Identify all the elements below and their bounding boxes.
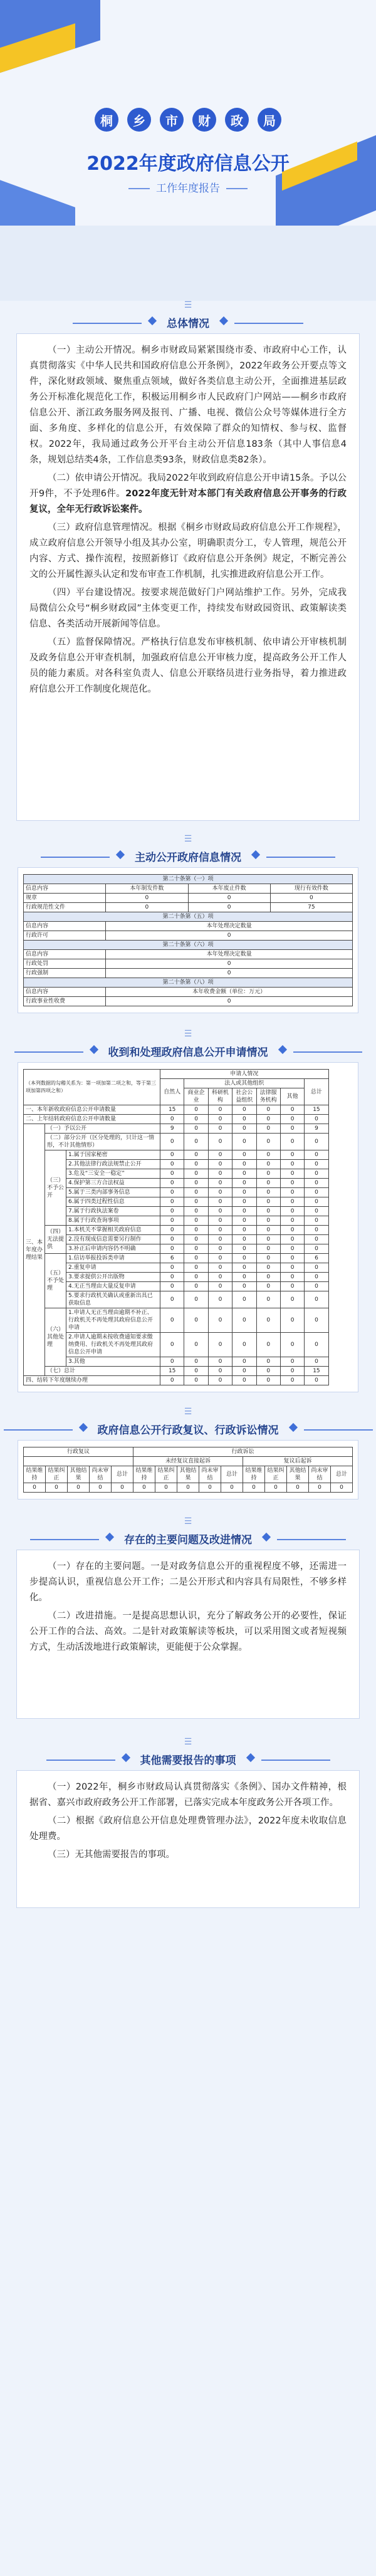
header-banner (0, 0, 376, 226)
table-row: （四）无法提供 1.本机关不掌握相关政府信息 0 0 0 0 0 0 0 (24, 1226, 353, 1235)
table-row: 7.属于行政执法案卷 0 0 0 0 0 0 0 (24, 1207, 353, 1216)
problems-card (16, 1550, 360, 1719)
review-table: 行政复议 行政诉讼 未经复议直接起诉 复议后起诉 结果维持 结果纠正 其他结果 尚未审结 总计 结果维持 结果纠正 其他结果 尚未审结 总计 结果维持 结果纠正 其他结果 尚未审结 总计 0 0 0 0 0 0 0 0 0 0 0 0 0 0 0 (23, 1447, 353, 1493)
requests-table: （本列数据的勾稽关系为：第一项加第二项之和，等于第三项加第四项之和） 申请人情况 自然人 法人或其他组织 总计 商业企业 科研机构 社会公益组织 法律服务机构 其他 一、本年新收政府信息公开申请数量 15 0 0 0 0 0 15 二、上年结转政府信息公开申请数量 0 0 0 0 0 0 0 三、本年度办理结果 （一）予以公开 9 0 0 0 0 0 9 （二）部分公开（区分处理的，只计这一情形，不计其他情形） 0 0 0 0 0 0 0 （三）不予公开 1.属于国家秘密 0 0 0 0 0 0 0 2.其他法律行政法规禁止公开 0 0 0 0 0 0 0 3.危及“三安全一稳定” 0 0 0 0 0 0 0 4.保护第三方合法权益 0 0 0 0 0 0 0 5.属于三类内部事务信息 0 0 0 0 0 0 0 6.属于四类过程性信息 0 0 0 0 0 0 0 7.属于行政执法案卷 0 0 0 0 0 0 0 8.属于行政查询事项 0 0 0 0 0 0 0 （四）无法提供 1.本机关不掌握相关政府信息 0 0 0 0 0 0 0 2.没有现成信息需要另行制作 0 0 0 0 0 0 0 3.补正后申请内容仍不明确 0 0 0 0 0 0 0 （五）不予处理 1.信访举报投诉类申请 6 0 0 0 0 0 6 2.重复申请 0 0 0 0 0 0 0 3.要求提供公开出版物 0 0 0 0 0 0 0 4.无正当理由大量反复申请 0 0 0 0 0 0 0 5.要求行政机关确认或重新出具已获取信息 0 0 0 0 0 0 0 （六）其他处理 1.申请人无正当理由逾期不补正、行政机关不再处理其政府信息公开申请 0 0 0 0 0 0 0 2.申请人逾期未按收费通知要求缴纳费用、行政机关不再处理其政府信息公开申请 0 0 0 0 0 0 0 3.其他 0 0 0 0 0 0 0 （七）总计 15 0 0 0 0 0 15 四、结转下年度继续办理 0 0 0 0 0 0 0 (23, 1069, 353, 1385)
bureau-char: 财 (192, 108, 216, 132)
table-row: 3.补正后申请内容仍不明确 0 0 0 0 0 0 0 (24, 1244, 353, 1254)
overview-card (16, 333, 360, 821)
section-header-active: ☰ 主动公开政府信息情况 (0, 835, 376, 867)
bureau-char: 市 (160, 108, 184, 132)
active-disclosure-table-card (18, 867, 358, 1013)
table-row: 三、本年度办理结果 （一）予以公开 9 0 0 0 0 0 9 (24, 1124, 353, 1134)
table-row: 5.要求行政机关确认或重新出具已获取信息 0 0 0 0 0 0 0 (24, 1291, 353, 1308)
table-row: 一、本年新收政府信息公开申请数量 15 0 0 0 0 0 15 (24, 1105, 353, 1115)
other-p2: （二）根据《政府信息公开信息处理费管理办法》，2022年度未收取信息处理费。 (29, 1816, 347, 1842)
other-p3: （三）无其他需要报告的事项。 (48, 1850, 175, 1860)
table-row: 3.要求提供公开出版物 0 0 0 0 0 0 0 (24, 1273, 353, 1282)
section-header-requests: ☰ 收到和处理政府信息公开申请情况 (0, 1030, 376, 1062)
table-row: 4.保护第三方合法权益 0 0 0 0 0 0 0 (24, 1179, 353, 1188)
table-row: （六）其他处理 1.申请人无正当理由逾期不补正、行政机关不再处理其政府信息公开申请 0 0 0 0 0 0 0 (24, 1308, 353, 1333)
bureau-char: 政 (225, 108, 249, 132)
overview-p2: （二）依申请公开情况。我局2022年收到政府信息公开申请15条。予以公开9件，不予处理6件。2022年度无针对本部门有关政府信息公开事务的行政复议，全年无行政诉讼案件。 (29, 473, 347, 514)
table-row: （二）部分公开（区分处理的，只计这一情形，不计其他情形） 0 0 0 0 0 0 0 (24, 1134, 353, 1150)
table-row: 2.申请人逾期未按收费通知要求缴纳费用、行政机关不再处理其政府信息公开申请 0 0 0 0 0 0 0 (24, 1333, 353, 1357)
section-header-other: ☰ 其他需要报告的事项 (0, 1738, 376, 1770)
table-row: （五）不予处理 1.信访举报投诉类申请 6 0 0 0 0 0 6 (24, 1254, 353, 1263)
overview-p4: （四）平台建设情况。按要求规范做好门户网站维护工作。另外，完成我局微信公众号“桐乡财政园”主体变更工作，持续发布财政园资讯、政策解读类信息、各类活动开展新闻等信息。 (29, 588, 347, 629)
page-title: 2022年度政府信息公开 (86, 153, 290, 175)
table-row: 3.其他 0 0 0 0 0 0 0 (24, 1357, 353, 1367)
active-disclosure-table: 第二十条第（一）项 信息内容 本年制发件数 本年废止件数 现行有效件数 规章 0 0 0 行政规范性文件 0 0 75 第二十条第（五）项 信息内容 本年处理决定数量 行政许可 0 第二十条第（六）项 信息内容 本年处理决定数量 行政处罚 0 行政强制 0 第二十条第（八）项 信息内容 本年收费金额（单位：万元） 行政事业性收费 0 (23, 874, 353, 1006)
overview-p1: （一）主动公开情况。桐乡市财政局紧紧围绕市委、市政府中心工作，认真贯彻落实《中华人民共和国政府信息公开条例》，2022年政务公开要点等文件，深化财政领域、聚焦重点领域，做好各类信息主动公开，全面推进基层政务公开标准化规范化工作，积极运用桐乡市人民政府门户网站——桐乡市政府信息公开、浙江政务服务网及报刊、广播、电视、微信公众号等媒体进行全方面、多角度、多样化的信息公开，有效保障了群众的知情权、参与权、监督权。2022年，我局通过政务公开平台主动公开信息183条（其中人事信息4条，规划总结类4条，工作信息类93条，财政信息类82条）。 (29, 345, 347, 465)
table-row: 四、结转下年度继续办理 0 0 0 0 0 0 0 (24, 1376, 353, 1385)
bureau-char: 桐 (95, 108, 118, 132)
table-row: 二、上年结转政府信息公开申请数量 0 0 0 0 0 0 0 (24, 1115, 353, 1124)
list-icon: ☰ (184, 1516, 192, 1526)
decor-shape (0, 169, 75, 226)
list-icon: ☰ (184, 1737, 192, 1747)
other-card (16, 1770, 360, 1908)
table-row: （三）不予公开 1.属于国家秘密 0 0 0 0 0 0 0 (24, 1150, 353, 1160)
requests-table-card (18, 1062, 358, 1392)
section-header-overview: ☰ 总体情况 (0, 301, 376, 333)
section-header-problems: ☰ 存在的主要问题及改进情况 (0, 1517, 376, 1550)
table-row: 2.其他法律行政法规禁止公开 0 0 0 0 0 0 0 (24, 1160, 353, 1169)
review-table-card (18, 1440, 358, 1499)
list-icon: ☰ (184, 834, 192, 844)
table-row: 2.没有现成信息需要另行制作 0 0 0 0 0 0 0 (24, 1235, 353, 1244)
table-row: （七）总计 15 0 0 0 0 0 15 (24, 1367, 353, 1376)
problems-p2: （二）改进措施。一是提高思想认识，充分了解政务公开的必要性，保证公开工作的合法、高效。二是针对政策解读等板块，可以采用图文或者短视频方式，生动活泼地进行政策解读，更能便于公众掌握。 (29, 1611, 347, 1652)
overview-p5: （五）监督保障情况。严格执行信息发布审核机制、依申请公开审核机制及政务信息公开审查机制，加强政府信息公开审核力度，提高政务公开工作人员的能力素质。对各科室负责人、信息公开联络员进行业务指导，着力推进政府信息公开工作制度化规范化。 (29, 637, 347, 694)
table-row: 4.无正当理由大量反复申请 0 0 0 0 0 0 0 (24, 1282, 353, 1291)
table-row: 8.属于行政查询事项 0 0 0 0 0 0 0 (24, 1216, 353, 1226)
overview-p3: （三）政府信息管理情况。根据《桐乡市财政局政府信息公开工作规程》，成立政府信息公开领导小组及其办公室，明确职责分工，专人管理，规范公开内容、方式、操作流程，按照新修订《政府信息公开条例》规定，不断完善公文的公开属性源头认定和发布审查工作机制，扎实推进政府信息公开工作。 (29, 523, 347, 580)
list-icon: ☰ (184, 1029, 192, 1039)
section-header-review: ☰ 政府信息公开行政复议、行政诉讼情况 (0, 1407, 376, 1440)
header-band (0, 226, 376, 301)
bureau-char: 局 (258, 108, 281, 132)
table-row: 2.重复申请 0 0 0 0 0 0 0 (24, 1263, 353, 1273)
bureau-char: 乡 (127, 108, 151, 132)
table-row: 3.危及“三安全一稳定” 0 0 0 0 0 0 0 (24, 1169, 353, 1179)
table-row: 6.属于四类过程性信息 0 0 0 0 0 0 0 (24, 1197, 353, 1207)
list-icon: ☰ (184, 300, 192, 310)
problems-p1: （一）存在的主要问题。一是对政务信息公开的重视程度不够，还需进一步提高认识，重视信息公开工作；二是公开形式和内容具有局限性，不够多样化。 (29, 1562, 347, 1603)
list-icon: ☰ (184, 1407, 192, 1417)
bureau-name (0, 108, 376, 132)
other-p1: （一）2022年，桐乡市财政局认真贯彻落实《条例》、国办文件精神，根据省、嘉兴市政府政务公开工作部署，已落实完成本年度政务公开各项工作。 (29, 1782, 347, 1808)
table-row: 5.属于三类内部事务信息 0 0 0 0 0 0 0 (24, 1188, 353, 1197)
page-subtitle: 工作年度报告 (0, 179, 376, 195)
